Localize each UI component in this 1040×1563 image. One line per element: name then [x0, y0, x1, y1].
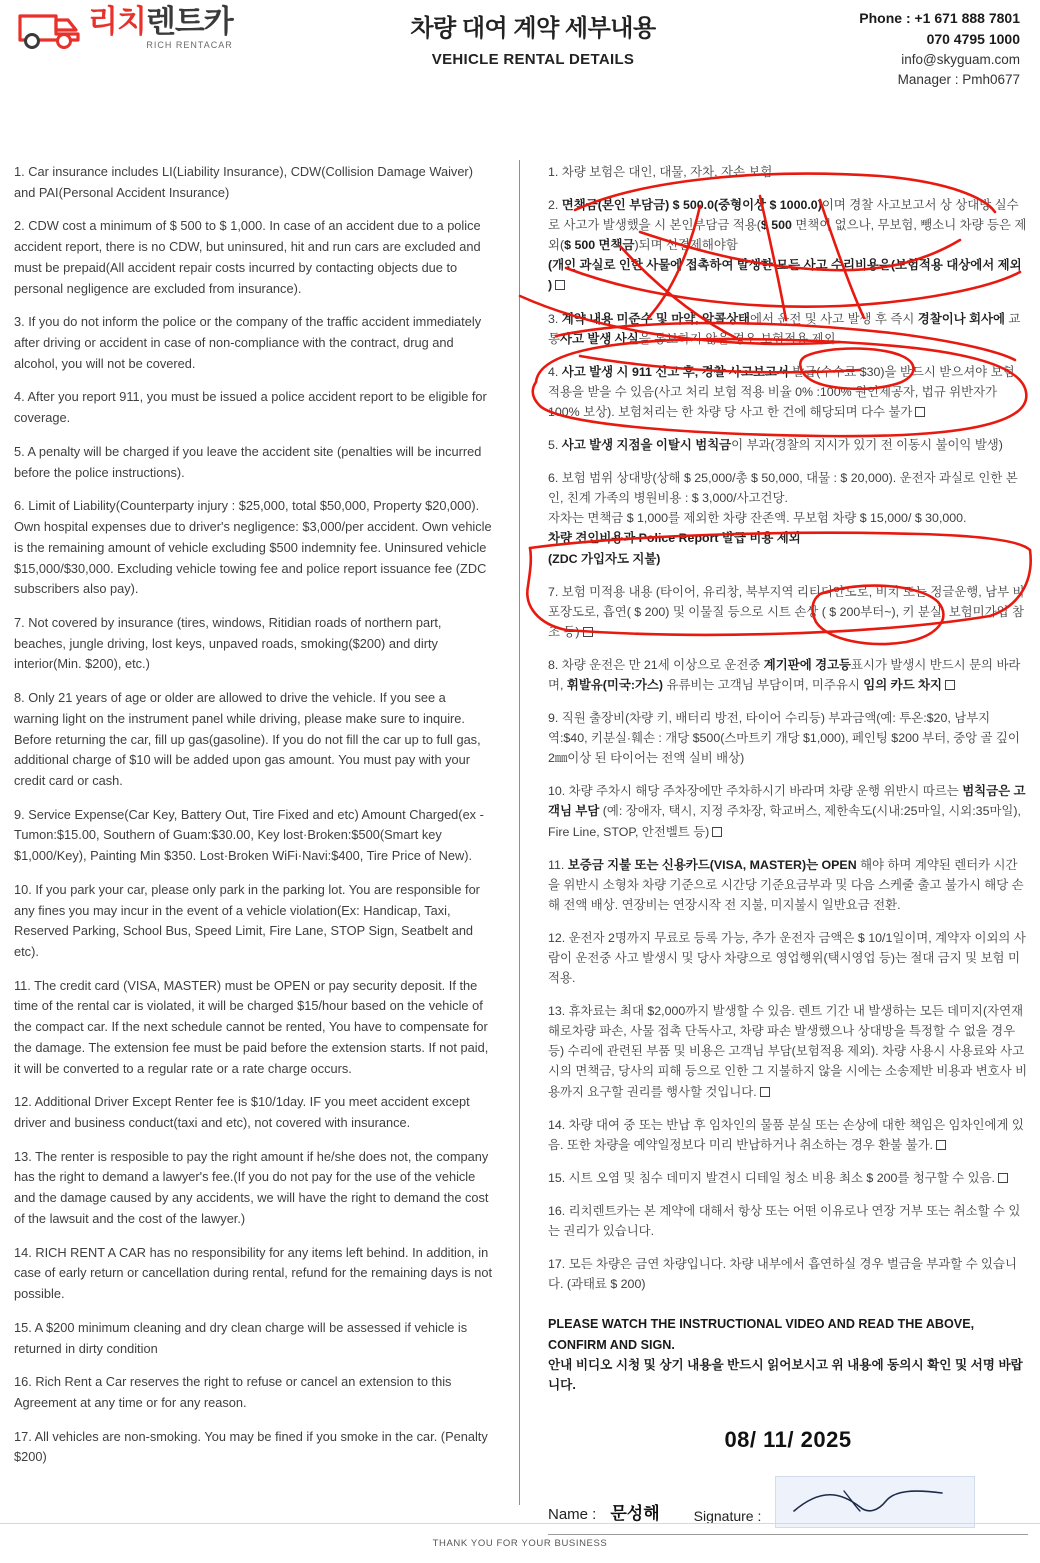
rentacar-truck-icon: [16, 8, 82, 48]
name-value: 문성해: [610, 1503, 660, 1523]
korean-term-14: 14. 차량 대여 중 또는 반납 후 임차인의 물품 분실 또는 손상에 대한 책임은 임차인에게 있음. 또한 차량을 예약일정보다 미리 반납하거나 취소하는 경우 환불 불가.: [548, 1117, 1024, 1152]
korean-term-13: 13. 휴차료는 최대 $2,000까지 발생할 수 있음. 렌트 기간 내 발생하는 모든 데미지(자연재해로차량 파손, 사물 접촉 단독사고, 차량 파손 발생했으나 상대방을 특정할 수 없을 경우 등) 수리에 관련된 부품 및 비용은 고객님 부담(보험적용 제외). 차량 사용시 사용료와 사고시의 면책금, 당사의 피해 등으로 인한 그 지불하지 않을 시에는 소송제반 비용과 변호사 비용까지 요구할 권리를 행사할 것입니다.: [548, 1004, 1028, 1099]
korean-term-16: 16. 리치렌트카는 본 계약에 대해서 항상 또는 어떤 이유로나 연장 거부 또는 취소할 수 있는 권리가 있습니다.: [548, 1203, 1021, 1239]
notice-line-3: 안내 비디오 시청 및 상기 내용을 반드시 읽어보시고 위 내용에 동의시 확인 및 서명 바랍니다.: [548, 1358, 1023, 1393]
korean-term-15: 15. 시트 오염 및 침수 데미지 발견시 디테일 청소 비용 최소 $ 200를 청구할 수 있음.: [548, 1168, 1028, 1188]
korean-term-2: 2. 면책금(본인 부담금) $ 500.0(중형이상 $ 1000.0)이며 경찰 사고보고서 상 상대방 실수로 사고가 발생했을 시 본인부담금 적용($ 500 면책이 없으나, 무보험, 뺑소니 차량 등은 제외($ 500 면책금)되며 선결제해야함 (개인 과실로 인한 사물에 접촉하여 발생한 모든 사고 수리비용은(보험적용 대상에서 제외 ): [548, 198, 1027, 293]
terms-sheet: [0, 150, 1040, 1523]
english-term-11: 11. The credit card (VISA, MASTER) must be OPEN or pay security deposit. If the time of the rental car is violated, it will be charged $15/hour based on the vehicle of the compact car. If the next schedule cannot be rented, You have to compensate for the damage. The extension fee must be paid before the extension starts. If not paid, it will be converted to a regular rate or a rate charge occurs.: [14, 977, 489, 1076]
term-checkbox-14[interactable]: [936, 1140, 946, 1150]
korean-term-4: 4. 사고 발생 시 911 신고 후, 경찰 사고보고서 발급(수수료 $30)을 받드시 받으셔야 보험 적용을 받을 수 있음(사고 처리 보험 적용 비율 0% :100% 원인제공자, 법규 위반자가 100% 보상). 보험처리는 한 차량 당 사고 한 건에 해당되며 다수 불가: [548, 364, 1015, 419]
english-term-12: 12. Additional Driver Except Renter fee is $10/1day. IF you meet accident except driver and business conduct(taxi and etc), not covered with insurance.: [14, 1094, 470, 1131]
korean-term-17: 17. 모든 차량은 금연 차량입니다. 차량 내부에서 흡연하실 경우 벌금을 부과할 수 있습니다. (과태료 $ 200): [548, 1257, 1017, 1292]
english-term-6: 6. Limit of Liability(Counterparty injury : $25,000, total $50,000, Property $20,000). Own hospital expenses due to driver's negligence: $3,000/per accident. Own vehicle is the remaining amount of vehicle excluding $500 indemnity fee. Uninsured vehicle $15,000/$30,000. Excluding vehicle towing fee and police report issuance fee (ZDC subscribers also pay).: [14, 498, 492, 597]
korean-term-10: 10. 차량 주차시 해당 주차장에만 주차하시기 바라며 차량 운행 위반시 따르는 범칙금은 고객님 부담 (예: 장애자, 택시, 지정 주차장, 학교버스, 제한속도(시내:25마일, 시외:35마일), Fire Line, STOP, 안전벨트 등): [548, 784, 1026, 839]
logo-wordmark-part1: 리치: [88, 4, 146, 39]
contract-date: 08/ 11/ 2025: [724, 1426, 852, 1452]
page-header: [0, 0, 1040, 96]
english-term-5: 5. A penalty will be charged if you leave the accident site (penalties will be incurred before the police instructions).: [14, 443, 482, 480]
korean-term-1: 1. 차량 보험은 대인, 대물, 자차, 자손 보험: [548, 165, 773, 179]
contact-email: info@skyguam.com: [901, 52, 1020, 67]
contact-phone: Phone : +1 671 888 7801: [859, 10, 1020, 26]
english-term-9: 9. Service Expense(Car Key, Battery Out, Tire Fixed and etc) Amount Charged(ex - Tumon:$15.00, Southern of Guam:$30.00, Key lost·Broken:$500(Smart key $1,000/Key), Painting Min $350. Lost·Broken WiFi·Navi:$400, Tire Price of New).: [14, 806, 484, 864]
term-checkbox-10[interactable]: [712, 827, 722, 837]
english-term-13: 13. The renter is resposible to pay the right amount if he/she does not, the company has the right to demand a lawyer's fee.(If you do not pay for the use of the vehicle and the damage caused by any accidents, we will have the right to demand the cost of the lawsuit and the cost of the lawyer.): [14, 1148, 489, 1226]
english-term-8: 8. Only 21 years of age or older are allowed to drive the vehicle. If you see a warning light on the instrument panel while driving, please make sure to inquire. Before returning the car, fill up gas(gasoline). If you do not fill the car up to full gas, additional charge of $10 will be added upon gas amount. You must pay with your credit card or cash.: [14, 690, 481, 788]
english-term-10: 10. If you park your car, please only park in the parking lot. You are responsible for any fines you may incur in the event of a vehicle violation(Ex: Handicap, Taxi, Reserved Parking, School Bus, Speed Limit, Fire Lane, STOP Sign, Seatbelt and etc).: [14, 881, 480, 959]
korean-term-11: 11. 보증금 지불 또는 신용카드(VISA, MASTER)는 OPEN 해야 하며 계약된 렌터카 시간을 위반시 소형차 차량 기준으로 시간당 기준요금부과 및 다음 스케줄 출고 불가시 해당 손해 전액 배상. 연장비는 연장시작 전 지불, 미지불시 일반요금 전환.: [548, 857, 1024, 912]
page-title-ko: 차량 대여 계약 세부내용: [410, 15, 656, 42]
english-term-17: 17. All vehicles are non-smoking. You may be fined if you smoke in the car. (Penalty $200): [14, 1428, 488, 1465]
contact-manager: Manager : Pmh0677: [897, 72, 1020, 88]
signature-notice: [548, 1314, 1028, 1396]
document-title-block: [316, 6, 750, 68]
signature-field[interactable]: [775, 1476, 975, 1528]
signature-label: Signature :: [693, 1507, 762, 1524]
korean-term-8: 8. 차량 운전은 만 21세 이상으로 운전중 계기판에 경고등표시가 발생시 반드시 문의 바라며, 휘발유(미국:가스) 유류비는 고객님 부담이며, 미주유시 임의 카드 차지: [548, 657, 1021, 692]
term-checkbox-7[interactable]: [583, 627, 593, 637]
term-checkbox-4[interactable]: [915, 407, 925, 417]
notice-line-2: CONFIRM AND SIGN.: [548, 1337, 675, 1352]
column-divider: [519, 160, 520, 1505]
english-term-15: 15. A $200 minimum cleaning and dry clean charge will be assessed if vehicle is returned in dirty condition: [14, 1319, 468, 1356]
term-checkbox-15[interactable]: [998, 1173, 1008, 1183]
footer-thankyou: THANK YOU FOR YOUR BUSINESS: [432, 1538, 608, 1549]
english-term-1: 1. Car insurance includes LI(Liability Insurance), CDW(Collision Damage Waiver) and PAI(Personal Accident Insurance): [14, 164, 473, 200]
english-term-2: 2. CDW cost a minimum of $ 500 to $ 1,000. In case of an accident due to a police accident report, there is no CDW, but uninsured, hit and run cars are excluded and must be prepaid(All accident repair costs incurred by contacting objects due to personal negligence are excluded from insurance).: [14, 218, 481, 296]
korean-term-9: 9. 직원 출장비(차량 키, 배터리 방전, 타이어 수리등) 부과금액(예: 투온:$20, 남부지역:$40, 키분실·훼손 : 개당 $500(스마트키 개당 $1,000), 페인팅 $200 부터, 중앙 골 깊이 2㎜이상 된 타이어는 전액 실비 배상): [548, 711, 1020, 766]
korean-terms-column: [548, 162, 1028, 1535]
korean-term-5: 5. 사고 발생 지점을 이탈시 범칙금이 부과(경찰의 지시가 있기 전 이동시 불이익 발생): [548, 438, 1003, 453]
logo-wordmark: [88, 6, 233, 37]
english-term-16: 16. Rich Rent a Car reserves the right to refuse or cancel an extension to this Agreement at any time or for any reason.: [14, 1374, 452, 1410]
korean-term-3: 3. 계약 내용 미준수 및 마약, 알콜상태에서 운전 및 사고 발생 후 즉시 경찰이나 회사에 교통사고 발생 사실을 통보하지 않을 경우 보험적용 제외: [548, 311, 1021, 346]
term-checkbox-13[interactable]: [760, 1087, 770, 1097]
company-logo: [16, 6, 316, 50]
english-terms-column: [14, 162, 494, 1481]
english-term-7: 7. Not covered by insurance (tires, windows, Ritidian roads of northern part, beaches, jungle driving, lost keys, unpaved roads, smoking($200) and dirty interior(Min. $200), etc.): [14, 614, 442, 672]
korean-term-6: 6. 보험 범위 상대방(상해 $ 25,000/총 $ 50,000, 대물 : $ 20,000). 운전자 과실로 인한 본인, 친계 가족의 병원비용 : $ 3,000/사고건당. 자차는 면책금 $ 1,000를 제외한 차량 잔존액. 무보험 차량 $ 15,000/ $ 30,000. 차량 견인비용과 Police Report 발급 비용 제외 (ZDC 가입자도 지불): [548, 471, 1018, 566]
notice-line-1: PLEASE WATCH THE INSTRUCTIONAL VIDEO AND READ THE ABOVE,: [548, 1317, 975, 1332]
logo-subtitle: RICH RENTACAR: [146, 40, 233, 50]
korean-term-7: 7. 보험 미적용 내용 (타이어, 유리창, 북부지역 리티디안도로, 비치 또는 정글운행, 남부 비포장도로, 흡연( $ 200) 및 이물질 등으로 시트 손상 ( $ 200부터~), 키 분실, 보험미가입 참조 등): [548, 584, 1025, 639]
name-label: Name :: [548, 1506, 597, 1524]
term-checkbox-2[interactable]: [555, 280, 565, 290]
english-term-4: 4. After you report 911, you must be issued a police accident report to be eligible for coverage.: [14, 389, 487, 426]
page-title-en: VEHICLE RENTAL DETAILS: [431, 51, 635, 68]
english-term-3: 3. If you do not inform the police or the company of the traffic accident immediately after driving or accident in case of non-compliance with the contract, drug and alcohol, you will not be covered.: [14, 314, 482, 371]
term-checkbox-8[interactable]: [945, 680, 955, 690]
logo-wordmark-part2: 렌트카: [145, 4, 233, 39]
contact-info: [750, 6, 1020, 91]
korean-term-12: 12. 운전자 2명까지 무료로 등록 가능, 추가 운전자 금액은 $ 10/1일이며, 계약자 이외의 사람이 운전중 사고 발생시 및 당사 차량으로 영업행위(택시영업 등)는 절대 금지 및 보험 미적용.: [548, 930, 1026, 986]
contact-phone-alt: 070 4795 1000: [926, 31, 1020, 47]
signature-mark-icon: [782, 1481, 972, 1525]
footer-bar: [0, 1523, 1040, 1563]
english-term-14: 14. RICH RENT A CAR has no responsibility for any items left behind. In addition, in case of early return or cancellation during rental, refund for the remaining days is not possible.: [14, 1244, 493, 1302]
